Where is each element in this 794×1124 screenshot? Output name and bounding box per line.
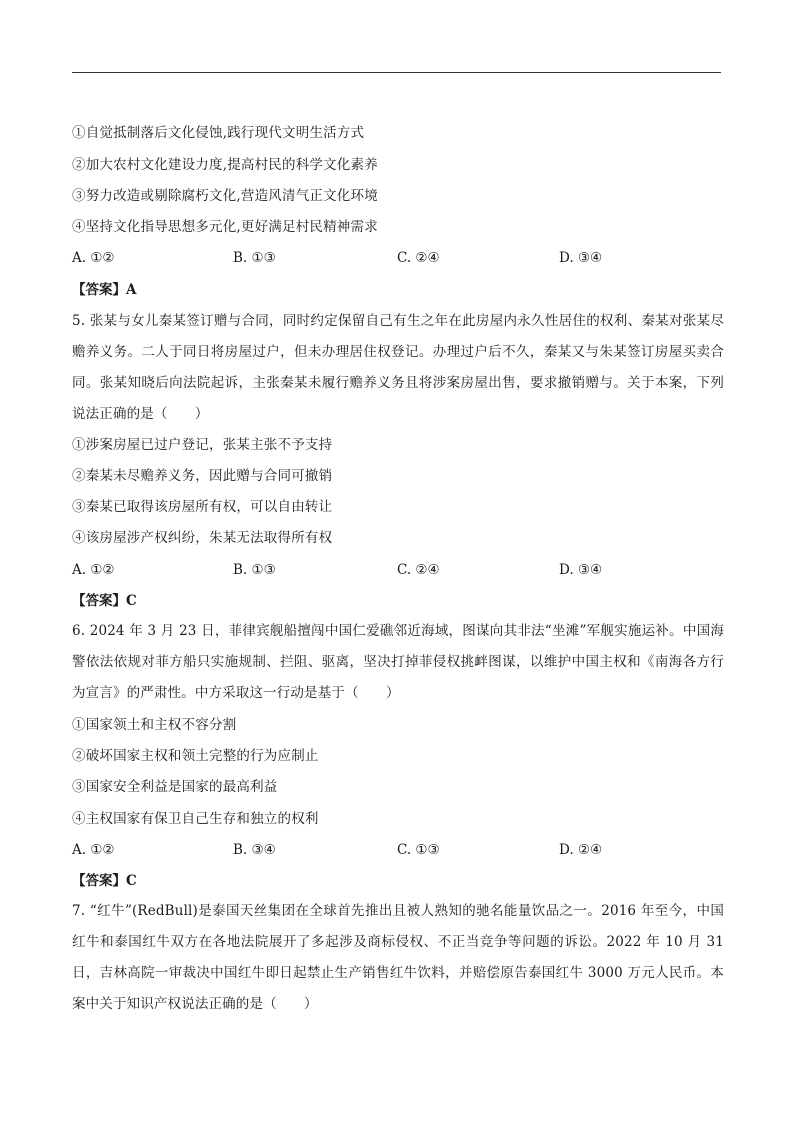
q6-option-a: A. ①②: [72, 842, 115, 858]
q5-option-b: B. ①③: [233, 562, 276, 578]
q5-option-c: C. ②④: [397, 562, 440, 578]
q6-item-4: ④主权国家有保卫自己生存和独立的权利: [72, 811, 319, 827]
q6-answer: 【答案】C: [72, 873, 137, 889]
q4-item-3: ③努力改造或剔除腐朽文化,营造风清气正文化环境: [72, 188, 378, 204]
q4-item-2: ②加大农村文化建设力度,提高村民的科学文化素养: [72, 157, 378, 173]
q6-options: [72, 841, 722, 859]
q4-option-c: C. ②④: [397, 250, 440, 266]
q6-option-b: B. ③④: [233, 842, 276, 858]
q4-answer: 【答案】A: [72, 282, 137, 298]
q5-item-3: ③秦某已取得该房屋所有权，可以自由转让: [72, 499, 333, 515]
q5-item-4: ④该房屋涉产权纠纷，朱某无法取得所有权: [72, 530, 333, 546]
q5-item-1: ①涉案房屋已过户登记，张某主张不予支持: [72, 437, 333, 453]
q6-stem: 6. 2024 年 3 月 23 日，菲律宾舰船擅闯中国仁爱礁邻近海域，图谋向其非法“坐滩”军舰实施运补。中国海警依法依规对菲方船只实施规制、拦阻、驱离，坚决打掉菲侵权挑衅图谋，以维护中国主权和《南海各方行为宣言》的严肃性。中方采取这一行动是基于（ ）: [72, 623, 724, 701]
q5-options: [72, 561, 722, 579]
header-rule: [72, 72, 721, 73]
q4-options: [72, 249, 722, 267]
q6-option-c: C. ①③: [397, 842, 440, 858]
q6-item-3: ③国家安全利益是国家的最高利益: [72, 779, 278, 795]
q4-option-b: B. ①③: [233, 250, 276, 266]
q7-stem: 7. “红牛”(RedBull)是泰国天丝集团在全球首先推出且被人熟知的驰名能量饮品之一。2016 年至今，中国红牛和泰国红牛双方在各地法院展开了多起涉及商标侵权、不正当竞争等问题的诉讼。2022 年 10 月 31 日，吉林高院一审裁决中国红牛即日起禁止生产销售红牛饮料，并赔偿原告泰国红牛 3000 万元人民币。本案中关于知识产权说法正确的是（ ）: [72, 903, 724, 1012]
q5-stem: 5. 张某与女儿秦某签订赠与合同，同时约定保留自己有生之年在此房屋内永久性居住的权利、秦某对张某尽赡养义务。二人于同日将房屋过户，但未办理居住权登记。办理过户后不久，秦某又与朱某签订房屋买卖合同。张某知晓后向法院起诉，主张秦某未履行赡养义务且将涉案房屋出售，要求撤销赠与。关于本案，下列说法正确的是（ ）: [72, 313, 724, 422]
q4-item-1: ①自觉抵制落后文化侵蚀,践行现代文明生活方式: [72, 125, 365, 141]
q5-option-d: D. ③④: [559, 562, 603, 578]
q4-option-a: A. ①②: [72, 250, 115, 266]
q6-item-2: ②破坏国家主权和领土完整的行为应制止: [72, 748, 319, 764]
q6-option-d: D. ②④: [559, 842, 603, 858]
q4-option-d: D. ③④: [559, 250, 603, 266]
q5-option-a: A. ①②: [72, 562, 115, 578]
q5-item-2: ②秦某未尽赡养义务，因此赠与合同可撤销: [72, 468, 333, 484]
q5-answer: 【答案】C: [72, 593, 137, 609]
q6-item-1: ①国家领土和主权不容分割: [72, 717, 237, 733]
q4-item-4: ④坚持文化指导思想多元化,更好满足村民精神需求: [72, 219, 378, 235]
